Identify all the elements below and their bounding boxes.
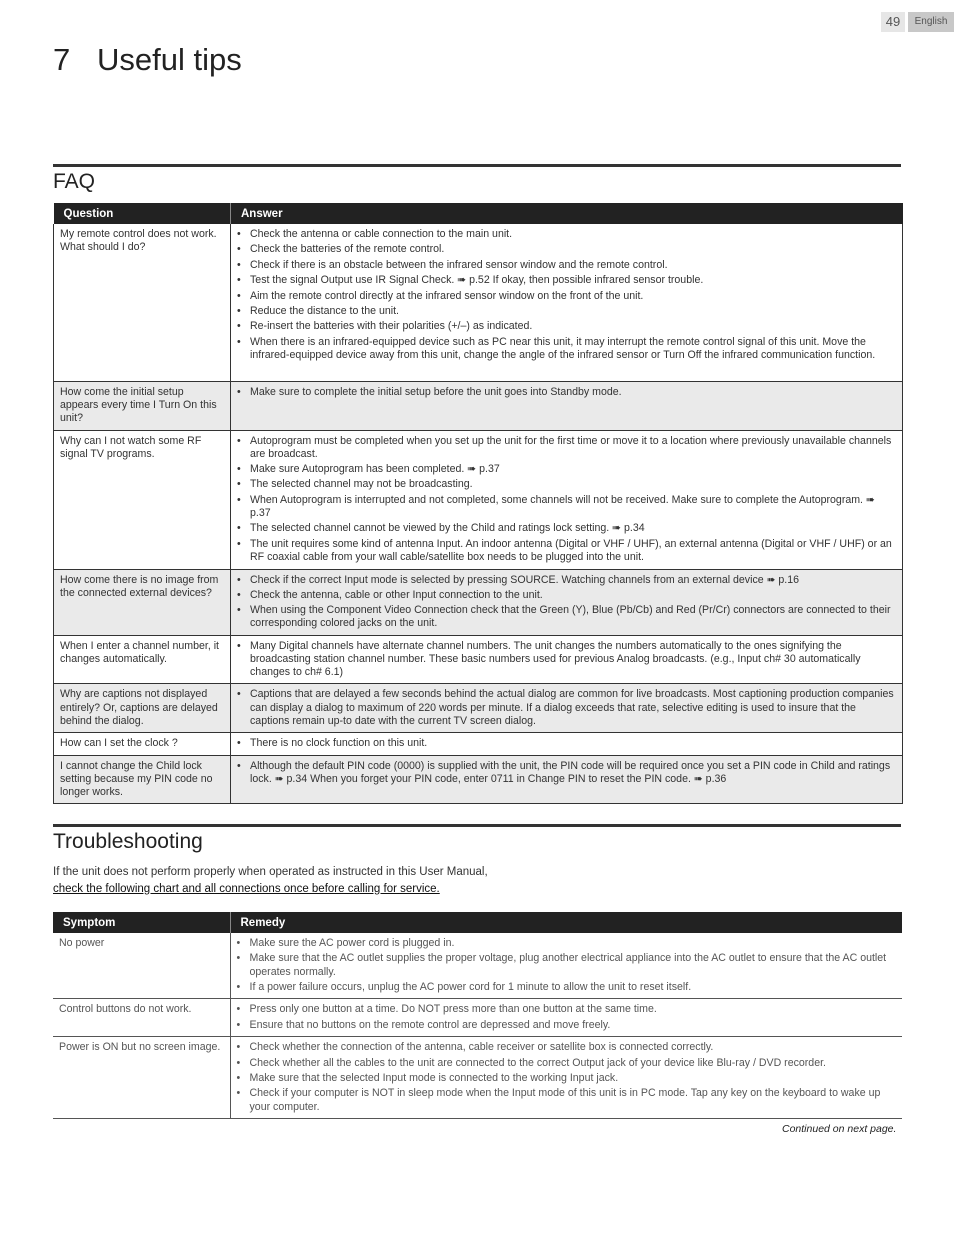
faq-question: How come the initial setup appears every time I Turn On this unit?: [54, 381, 231, 430]
ts-remedy-item: • Check if your computer is NOT in sleep mode when the Input mode of this unit is in PC mode. Tap any key on the keyboard to wake up your computer.: [237, 1087, 897, 1113]
faq-answer: [231, 430, 903, 569]
troubleshooting-divider: [53, 824, 901, 827]
troubleshooting-title: Troubleshooting: [53, 830, 203, 853]
continued-note: Continued on next page.: [782, 1123, 897, 1135]
faq-row: [54, 569, 903, 635]
faq-answer-item: • When Autoprogram is interrupted and not completed, some channels will not be received. Make sure to complete the Autoprogram. ➠ p.37: [237, 494, 896, 520]
faq-question: I cannot change the Child lock setting because my PIN code no longer works.: [54, 755, 231, 804]
faq-answer-item: • When there is an infrared-equipped device such as PC near this unit, it may interrupt the remote control signal of this unit. Move the infrared-equipped device away from this unit, change the angle of the infrared sensor or Turn Off the infrared communication function.: [237, 336, 896, 362]
faq-answer-item: • The unit requires some kind of antenna Input. An indoor antenna (Digital or VHF / UHF), an external antenna (Digital or VHF / UHF) or an RF coaxial cable from your wall cable/satellite box needs to be plugged into the unit.: [237, 538, 896, 564]
faq-answer: [231, 755, 903, 804]
faq-divider: [53, 164, 901, 167]
faq-answer-item: • Reduce the distance to the unit.: [237, 305, 896, 318]
faq-answer-item: • Many Digital channels have alternate channel numbers. The unit changes the numbers automatically to the ones signifying the broadcasting station channel number. These basic numbers used for previous Analog broadcasts. (e.g., Input ch# 30 automatically changes to ch# 6.1): [237, 640, 896, 680]
ts-remedy: [230, 1037, 902, 1119]
ts-remedy-item: • Check whether all the cables to the unit are connected to the correct Output jack of your device like Blu-ray / DVD recorder.: [237, 1057, 897, 1070]
faq-answer-item: • The selected channel cannot be viewed by the Child and ratings lock setting. ➠ p.34: [237, 522, 896, 535]
faq-answer: [231, 684, 903, 733]
faq-row: [54, 635, 903, 684]
faq-table: [53, 203, 903, 804]
faq-answer-item: • Check if there is an obstacle between the infrared sensor window and the remote control.: [237, 259, 896, 272]
chapter-number: 7: [53, 42, 71, 77]
ts-remedy-item: • Ensure that no buttons on the remote control are depressed and move freely.: [237, 1019, 897, 1032]
faq-answer-item: • Check the antenna or cable connection to the main unit.: [237, 228, 896, 241]
faq-answer-item: • Captions that are delayed a few seconds behind the actual dialog are common for live broadcasts. Most captioning production companies can display a dialog to maximum of 220 words per minute. If a dialog exceeds that rate, selective editing is used to insure that the captions remain up-to date with the current TV screen dialog.: [237, 688, 896, 728]
ts-remedy-item: • Press only one button at a time. Do NOT press more than one button at the same time.: [237, 1003, 897, 1016]
faq-question: How come there is no image from the connected external devices?: [54, 569, 231, 635]
troubleshooting-table: [53, 912, 902, 1119]
faq-answer-item: • Make sure to complete the initial setup before the unit goes into Standby mode.: [237, 386, 896, 399]
faq-answer-item: • Check if the correct Input mode is selected by pressing SOURCE. Watching channels from an external device ➠ p.16: [237, 574, 896, 587]
faq-row: [54, 733, 903, 755]
faq-answer-item: • Autoprogram must be completed when you set up the unit for the first time or move it to a location where previously unavailable channels are broadcast.: [237, 435, 896, 461]
language-tab: English: [908, 12, 954, 32]
faq-answer-item: • Re-insert the batteries with their polarities (+/–) as indicated.: [237, 320, 896, 333]
ts-remedy-item: • Make sure the AC power cord is plugged in.: [237, 937, 897, 950]
faq-answer-item: • Although the default PIN code (0000) is supplied with the unit, the PIN code will be required once you set a PIN code in Child and ratings lock. ➠ p.34 When you forget your PIN code, enter 0711 in Change PIN to reset the PIN code. ➠ p.36: [237, 760, 896, 786]
faq-row: [54, 381, 903, 430]
faq-question: Why can I not watch some RF signal TV programs.: [54, 430, 231, 569]
ts-remedy-item: • If a power failure occurs, unplug the AC power cord for 1 minute to allow the unit to reset itself.: [237, 981, 897, 994]
ts-symptom: No power: [53, 933, 230, 999]
faq-answer: [231, 635, 903, 684]
faq-answer: [231, 733, 903, 755]
faq-answer: [231, 569, 903, 635]
ts-remedy: [230, 933, 902, 999]
ts-row: [53, 999, 902, 1037]
faq-answer-item: • There is no clock function on this unit.: [237, 737, 896, 750]
faq-row: [54, 224, 903, 381]
faq-answer-item: • When using the Component Video Connection check that the Green (Y), Blue (Pb/Cb) and Red (Pr/Cr) connectors are connected to their corresponding colored jacks on the unit.: [237, 604, 896, 630]
faq-answer-item: • Check the batteries of the remote control.: [237, 243, 896, 256]
faq-answer-item: • Check the antenna, cable or other Input connection to the unit.: [237, 589, 896, 602]
faq-answer-item: • Aim the remote control directly at the infrared sensor window on the front of the unit.: [237, 290, 896, 303]
faq-row: [54, 684, 903, 733]
ts-header-remedy: Remedy: [230, 912, 902, 933]
ts-remedy-item: • Make sure that the AC outlet supplies the proper voltage, plug another electrical appliance into the AC outlet to ensure that the AC outlet operates normally.: [237, 952, 897, 978]
ts-remedy-item: • Check whether the connection of the antenna, cable receiver or satellite box is connected correctly.: [237, 1041, 897, 1054]
faq-question: When I enter a channel number, it changes automatically.: [54, 635, 231, 684]
faq-question: How can I set the clock ?: [54, 733, 231, 755]
troubleshooting-intro: [53, 864, 488, 897]
faq-question-line: My remote control does not work. What should I do?: [60, 228, 217, 254]
faq-answer-item: • The selected channel may not be broadcasting.: [237, 478, 896, 491]
faq-row: [54, 430, 903, 569]
faq-answer: [231, 224, 903, 381]
ts-remedy-item: • Make sure that the selected Input mode is connected to the working Input jack.: [237, 1072, 897, 1085]
ts-symptom: Control buttons do not work.: [53, 999, 230, 1037]
chapter-title-text: Useful tips: [97, 42, 242, 77]
ts-remedy: [230, 999, 902, 1037]
faq-question: Why are captions not displayed entirely? Or, captions are delayed behind the dialog.: [54, 684, 231, 733]
page-number: 49: [881, 12, 905, 32]
faq-answer-item: • Test the signal Output use IR Signal Check. ➠ p.52 If okay, then possible infrared sensor trouble.: [237, 274, 896, 287]
faq-header-answer: Answer: [231, 203, 903, 224]
faq-answer-item: • Make sure Autoprogram has been completed. ➠ p.37: [237, 463, 896, 476]
faq-answer: [231, 381, 903, 430]
faq-row: [54, 755, 903, 804]
faq-header-row: [54, 203, 903, 224]
ts-symptom: Power is ON but no screen image.: [53, 1037, 230, 1119]
faq-title: FAQ: [53, 170, 96, 193]
faq-question: [54, 224, 231, 381]
ts-row: [53, 1037, 902, 1119]
chapter-title: [53, 42, 242, 78]
intro-line: If the unit does not perform properly when operated as instructed in this User Manual,: [53, 866, 488, 878]
ts-row: [53, 933, 902, 999]
ts-header-row: [53, 912, 902, 933]
faq-header-question: Question: [54, 203, 231, 224]
ts-header-symptom: Symptom: [53, 912, 230, 933]
intro-underlined-line: check the following chart and all connections once before calling for service.: [53, 882, 440, 895]
